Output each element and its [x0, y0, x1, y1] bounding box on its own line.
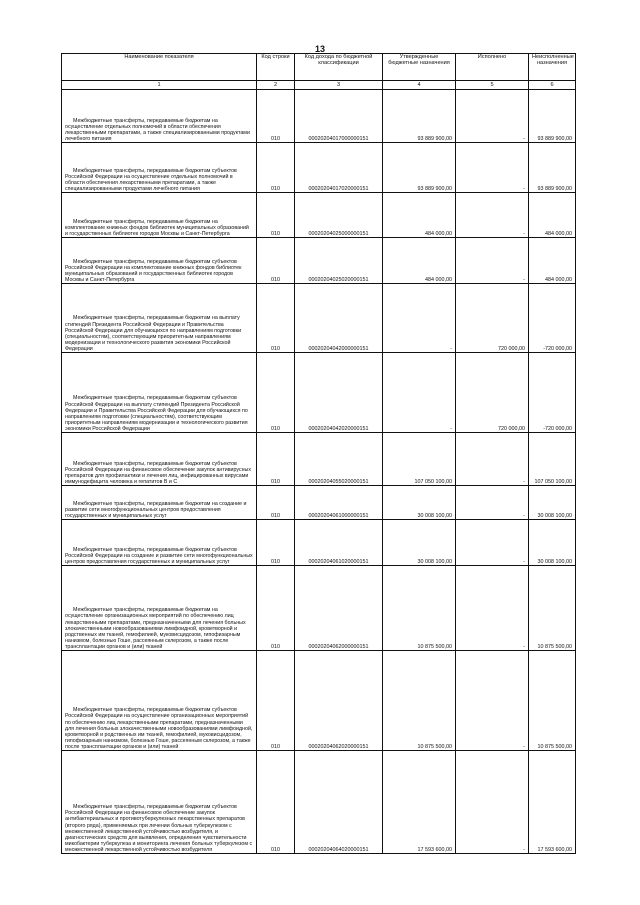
header-unexecuted: Неисполненные назначения: [529, 54, 576, 81]
table-row: [62, 143, 576, 193]
row-executed: -: [456, 238, 529, 284]
row-name: Межбюджетные трансферты, передаваемые бюджетам субъектов Российской Федерации на осуществление отдельных полномочий в области обеспечения лекарственными препаратами, а также специализированными продуктами лечебного питания: [65, 167, 237, 192]
row-unexecuted: 30 008 100,00: [529, 520, 576, 566]
row-approved: 93 889 900,00: [383, 143, 456, 193]
row-unexecuted: 30 008 100,00: [529, 486, 576, 520]
row-income-code: 00020204064020000151: [295, 751, 383, 854]
column-number-row: [62, 81, 576, 90]
row-line-code: 010: [257, 486, 295, 520]
table-row: [62, 353, 576, 433]
row-name: Межбюджетные трансферты, передаваемые бюджетам субъектов Российской Федерации на комплектование книжных фондов библиотек муниципальных образований и государственных библиотек городов Москвы и Санкт-Петербурга: [65, 258, 242, 283]
column-number: 1: [62, 81, 257, 90]
row-approved: -: [383, 353, 456, 433]
row-unexecuted: 93 889 900,00: [529, 90, 576, 143]
row-unexecuted: 17 593 600,00: [529, 751, 576, 854]
row-income-code: 00020204017020000151: [295, 143, 383, 193]
row-income-code: 00020204055020000151: [295, 433, 383, 486]
row-executed: -: [456, 433, 529, 486]
row-income-code: 00020204025020000151: [295, 238, 383, 284]
row-unexecuted: 484 000,00: [529, 238, 576, 284]
row-line-code: 010: [257, 90, 295, 143]
row-line-code: 010: [257, 353, 295, 433]
row-approved: 30 008 100,00: [383, 486, 456, 520]
row-approved: 10 875 500,00: [383, 651, 456, 751]
table-row: [62, 651, 576, 751]
table-row: [62, 566, 576, 651]
row-name: Межбюджетные трансферты, передаваемые бюджетам на осуществление организационных мероприятий по обеспечению лиц лекарственными препаратами, предназначенными для лечения больных злокачественными новообразованиями лимфоидной, кроветворной и родственных им тканей, гемофилией, муковисцидозом, гипофизарным нанизмом, болезнью Гоше, рассеянным склерозом, а также после трансплантации органов и (или) тканей: [65, 607, 246, 650]
row-income-code: 00020204062000000151: [295, 566, 383, 651]
row-approved: 10 875 500,00: [383, 566, 456, 651]
row-income-code: 00020204062020000151: [295, 651, 383, 751]
row-line-code: 010: [257, 238, 295, 284]
row-unexecuted: 10 875 500,00: [529, 651, 576, 751]
row-approved: 93 889 900,00: [383, 90, 456, 143]
row-name: Межбюджетные трансферты, передаваемые бюджетам субъектов Российской Федерации на создание и развитие сети многофункциональных центров предоставления государственных и муниципальных услуг: [65, 546, 253, 565]
row-executed: -: [456, 486, 529, 520]
row-executed: -: [456, 566, 529, 651]
row-name: Межбюджетные трансферты, передаваемые бюджетам субъектов Российской Федерации на осуществление организационных мероприятий по обеспечению лиц лекарственными препаратами, предназначенными для лечения больных злокачественными новообразованиями лимфоидной, кроветворной и родственных им тканей, гемофилией, муковисцидозом, гипофизарным нанизмом, болезнью Гоше, рассеянным склерозом, а также после трансплантации органов и (или) тканей: [65, 707, 253, 750]
row-income-code: 00020204042000000151: [295, 284, 383, 353]
row-executed: -: [456, 520, 529, 566]
row-line-code: 010: [257, 651, 295, 751]
header-approved: Утвержденные бюджетные назначения: [383, 54, 456, 81]
row-line-code: 010: [257, 566, 295, 651]
row-executed: 720 000,00: [456, 353, 529, 433]
row-name: Межбюджетные трансферты, передаваемые бюджетам субъектов Российской Федерации на финансовое обеспечение закупок антивирусных препаратов для профилактики и лечения лиц, инфицированных вирусами иммунодефицита человека и гепатитов В и С: [65, 460, 251, 485]
row-approved: 484 000,00: [383, 238, 456, 284]
row-approved: 17 593 600,00: [383, 751, 456, 854]
row-line-code: 010: [257, 284, 295, 353]
row-executed: -: [456, 751, 529, 854]
row-name: Межбюджетные трансферты, передаваемые бюджетам на осуществление отдельных полномочий в области обеспечения лекарственными препаратами, а также специализированными продуктами лечебного питания: [65, 117, 250, 142]
row-unexecuted: 10 875 500,00: [529, 566, 576, 651]
row-name: Межбюджетные трансферты, передаваемые бюджетам субъектов Российской Федерации на финансовое обеспечение закупок антибактериальных и противотуберкулезных лекарственных препаратов (второго ряда), применяемых при лечении больных туберкулезом с множественной лекарственной устойчивостью возбудителя, и диагностических средств для выявления, определения чувствительности микобактерии туберкулеза и мониторинга лечения больных туберкулезом с множественной лекарственной устойчивостью возбудителя: [65, 804, 253, 853]
header-executed: Исполнено: [456, 54, 529, 81]
column-number: 2: [257, 81, 295, 90]
table-row: [62, 486, 576, 520]
table-row: [62, 193, 576, 238]
row-unexecuted: 107 050 100,00: [529, 433, 576, 486]
row-income-code: 00020204025000000151: [295, 193, 383, 238]
table-row: [62, 751, 576, 854]
row-executed: -: [456, 143, 529, 193]
row-name: Межбюджетные трансферты, передаваемые бюджетам на выплату стипендий Президента Российской Федерации и Правительства Российской Федерации для обучающихся по направлениям подготовки (специальностям), соответствующим приоритетным направлениям модернизации и технологического развития экономики Российской Федерации: [65, 315, 242, 352]
row-unexecuted: 484 000,00: [529, 193, 576, 238]
row-unexecuted: 93 889 900,00: [529, 143, 576, 193]
row-executed: -: [456, 651, 529, 751]
table-row: [62, 520, 576, 566]
column-number: 3: [295, 81, 383, 90]
row-income-code: 00020204017000000151: [295, 90, 383, 143]
row-executed: 720 000,00: [456, 284, 529, 353]
row-name: Межбюджетные трансферты, передаваемые бюджетам на создание и развитие сети многофункциональных центров предоставления государственных и муниципальных услуг: [65, 500, 247, 519]
table-row: [62, 90, 576, 143]
table-row: [62, 238, 576, 284]
row-executed: -: [456, 193, 529, 238]
header-name: Наименование показателя: [62, 54, 257, 81]
header-line-code: Код строки: [257, 54, 295, 81]
row-line-code: 010: [257, 520, 295, 566]
row-income-code: 00020204061020000151: [295, 520, 383, 566]
row-income-code: 00020204061000000151: [295, 486, 383, 520]
column-number: 4: [383, 81, 456, 90]
row-executed: -: [456, 90, 529, 143]
budget-execution-table: [61, 53, 576, 854]
row-name: Межбюджетные трансферты, передаваемые бюджетам на комплектование книжных фондов библиотек муниципальных образований и государственных библиотек городов Москвы и Санкт-Петербурга: [65, 218, 249, 237]
row-approved: 107 050 100,00: [383, 433, 456, 486]
row-unexecuted: -720 000,00: [529, 353, 576, 433]
row-approved: -: [383, 284, 456, 353]
row-line-code: 010: [257, 143, 295, 193]
row-approved: 484 000,00: [383, 193, 456, 238]
row-unexecuted: -720 000,00: [529, 284, 576, 353]
header-income-code: Код дохода по бюджетной классификации: [295, 54, 383, 81]
table-row: [62, 433, 576, 486]
column-number: 5: [456, 81, 529, 90]
row-line-code: 010: [257, 751, 295, 854]
column-number: 6: [529, 81, 576, 90]
row-income-code: 00020204042020000151: [295, 353, 383, 433]
row-approved: 30 008 100,00: [383, 520, 456, 566]
row-line-code: 010: [257, 433, 295, 486]
header-row: [62, 54, 576, 81]
table-row: [62, 284, 576, 353]
row-name: Межбюджетные трансферты, передаваемые бюджетам субъектов Российской Федерации на выплату стипендий Президента Российской Федерации и Правительства Российской Федерации для обучающихся по направлениям подготовки (специальностям), соответствующим приоритетным направлениям модернизации и технологического развития экономики Российской Федерации: [65, 395, 248, 432]
page-number: 13: [314, 44, 325, 54]
row-line-code: 010: [257, 193, 295, 238]
